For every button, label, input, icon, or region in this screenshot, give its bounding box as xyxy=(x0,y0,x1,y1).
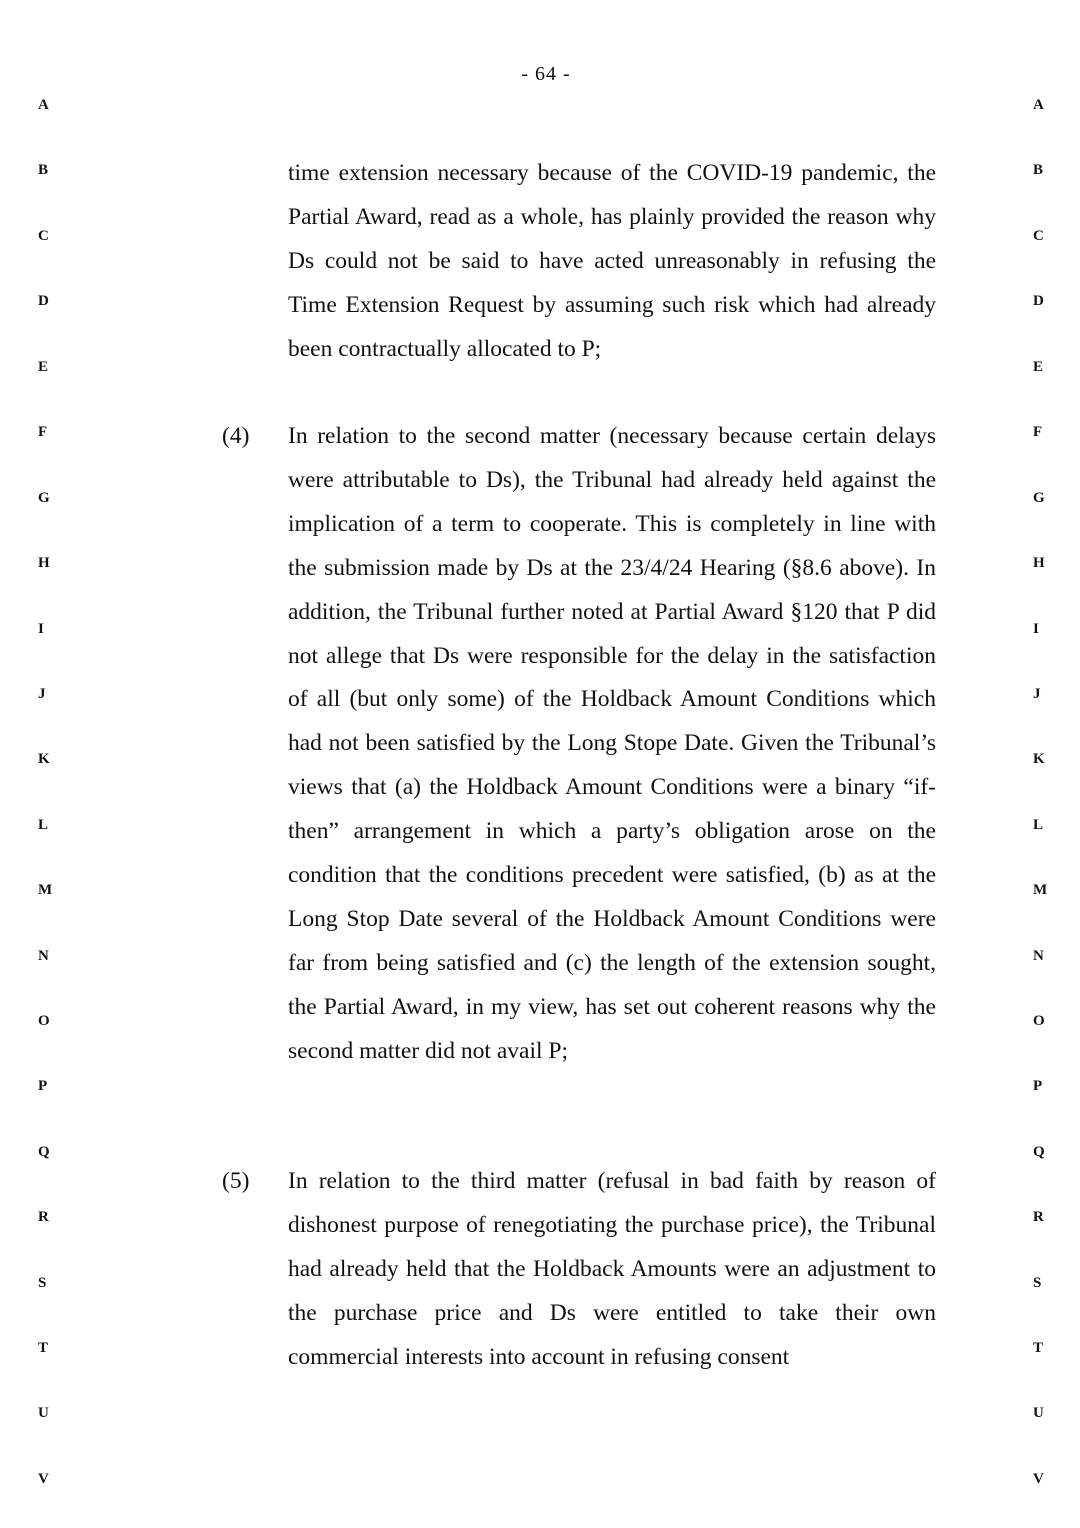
margin-letter: F xyxy=(38,424,48,440)
margin-letter: B xyxy=(1033,162,1044,178)
margin-letter: V xyxy=(1033,1471,1044,1487)
margin-letter: L xyxy=(1033,817,1044,833)
margin-letter: T xyxy=(38,1340,49,1356)
paragraph-number: (5) xyxy=(222,1168,250,1194)
margin-letter: N xyxy=(38,948,49,964)
margin-letter: A xyxy=(1033,97,1044,113)
margin-letter: R xyxy=(1033,1209,1044,1225)
margin-letter: Q xyxy=(1033,1144,1045,1160)
margin-letter: E xyxy=(38,359,49,375)
margin-letter: Q xyxy=(38,1144,50,1160)
margin-letter: E xyxy=(1033,359,1044,375)
margin-letter: R xyxy=(38,1209,49,1225)
margin-letter: F xyxy=(1033,424,1043,440)
margin-letter: M xyxy=(38,882,53,898)
paragraph-continuation: time extension necessary because of the COVID-19 pandemic, the Partial Award, read as a whole, has plainly provided the reason why Ds could not be said to have acted unreasonably in refusing the Time Extension Request by assuming such risk which had already been contractually allocated to P; xyxy=(288,160,936,362)
margin-letter: H xyxy=(38,555,50,571)
margin-letter: U xyxy=(38,1405,49,1421)
margin-letter: C xyxy=(38,228,49,244)
paragraph-5-text: In relation to the third matter (refusal in bad faith by reason of dishonest purpose of renegotiating the purchase price), the Tribunal had already held that the Holdback Amounts were an adjustment to the purchase price and Ds were entitled to take their own commercial interests into account in refusing consent xyxy=(288,1168,936,1370)
margin-letter: C xyxy=(1033,228,1044,244)
margin-letter: V xyxy=(38,1471,49,1487)
margin-letter: G xyxy=(1033,490,1045,506)
margin-letter: L xyxy=(38,817,49,833)
margin-letter: D xyxy=(1033,293,1044,309)
margin-letter: U xyxy=(1033,1405,1044,1421)
margin-letter: O xyxy=(1033,1013,1045,1029)
margin-letter: K xyxy=(1033,751,1045,767)
margin-letter: P xyxy=(1033,1078,1043,1094)
margin-letter: H xyxy=(1033,555,1045,571)
margin-letter: J xyxy=(38,686,46,702)
margin-letter: A xyxy=(38,97,49,113)
paragraph-4-text: In relation to the second matter (necessary because certain delays were attributable to Ds), the Tribunal had already held against the implication of a term to cooperate. This is completely in line with the submission made by Ds at the 23/4/24 Hearing (§8.6 above). In addition, the Tribunal further noted at Partial Award §120 that P did not allege that Ds were responsible for the delay in the satisfaction of all (but only some) of the Holdback Amount Conditions which had not been satisfied by the Long Stope Date. Given the Tribunal’s views that (a) the Holdback Amount Conditions were a binary “if-then” arrangement in which a party’s obligation arose on the condition that the conditions precedent were satisfied, (b) as at the Long Stop Date several of the Holdback Amount Conditions were far from being satisfied and (c) the length of the extension sought, the Partial Award, in my view, has set out coherent reasons why the second matter did not avail P; xyxy=(288,423,936,1064)
margin-letter: P xyxy=(38,1078,48,1094)
margin-letter: S xyxy=(1033,1275,1042,1291)
margin-letter: D xyxy=(38,293,49,309)
margin-letter: I xyxy=(38,621,44,637)
margin-letter: J xyxy=(1033,686,1041,702)
margin-letter: S xyxy=(38,1275,47,1291)
margin-letter: G xyxy=(38,490,50,506)
margin-letter: K xyxy=(38,751,50,767)
margin-letter: O xyxy=(38,1013,50,1029)
margin-letter: M xyxy=(1033,882,1048,898)
page-number: - 64 - xyxy=(521,63,571,85)
right-margin-letters xyxy=(1033,0,1063,1528)
margin-letter: N xyxy=(1033,948,1044,964)
left-margin-letters xyxy=(38,0,68,1528)
margin-letter: T xyxy=(1033,1340,1044,1356)
margin-letter: I xyxy=(1033,621,1039,637)
margin-letter: B xyxy=(38,162,49,178)
paragraph-number: (4) xyxy=(222,423,250,449)
